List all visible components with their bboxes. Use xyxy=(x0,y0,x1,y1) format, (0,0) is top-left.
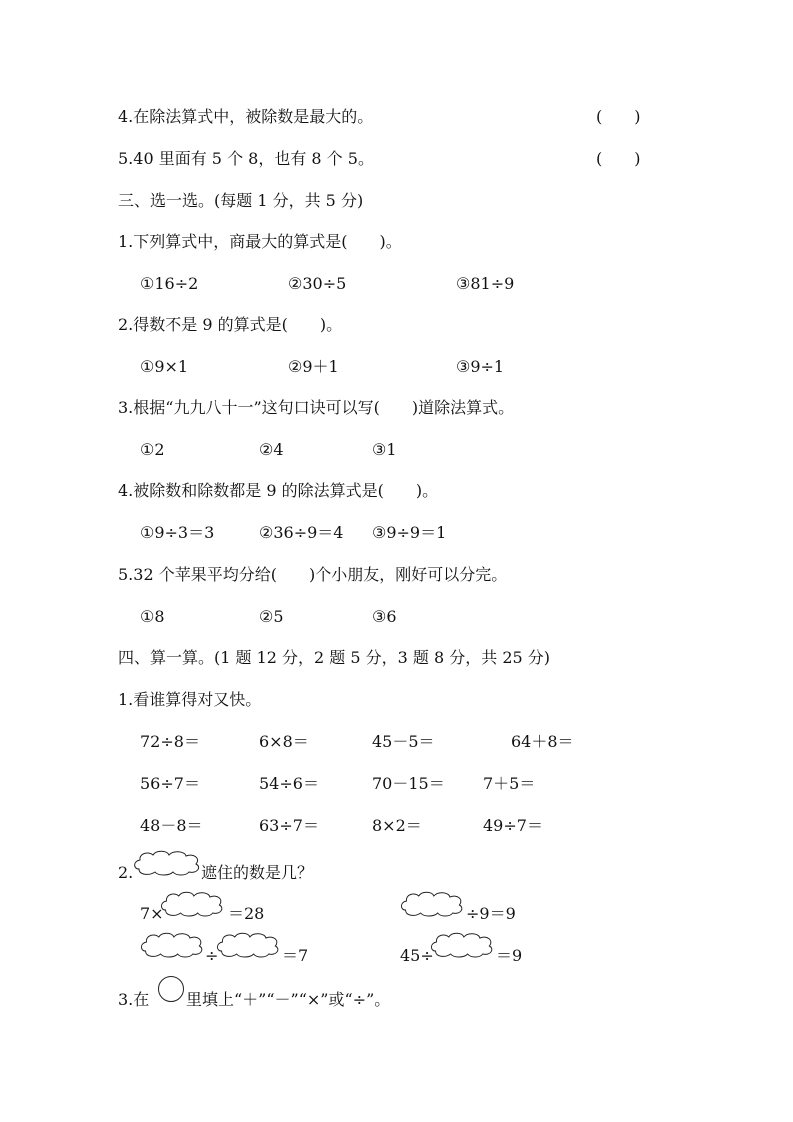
choice-question-4: 4.被除数和除数都是 9 的除法算式是( )。 xyxy=(118,481,439,500)
calc-question-3-prefix: 3.在 xyxy=(118,990,150,1009)
eq3-mid: ÷ xyxy=(205,946,219,965)
cloud-icon[interactable] xyxy=(138,931,206,959)
cloud-icon[interactable] xyxy=(158,890,226,918)
calc-item[interactable]: 48－8＝ xyxy=(140,816,203,835)
choice-option[interactable]: ②30÷5 xyxy=(288,274,347,293)
calc-item[interactable]: 64＋8＝ xyxy=(511,732,574,751)
judge-item-4: 4.在除法算式中，被除数是最大的。 xyxy=(118,107,374,126)
eq1-right: ＝28 xyxy=(228,904,265,923)
circle-icon xyxy=(158,976,184,1002)
calc-question-1: 1.看谁算得对又快。 xyxy=(118,690,262,709)
judge-paren-5[interactable]: ( ) xyxy=(596,149,641,168)
choice-option[interactable]: ②5 xyxy=(259,607,284,626)
choice-option[interactable]: ③9÷9＝1 xyxy=(372,523,447,542)
choice-option[interactable]: ②9＋1 xyxy=(288,357,339,376)
calc-item[interactable]: 70－15＝ xyxy=(372,774,445,793)
eq1-left: 7× xyxy=(140,904,164,923)
choice-option[interactable]: ②4 xyxy=(259,440,284,459)
calc-item[interactable]: 49÷7＝ xyxy=(483,816,543,835)
eq3-right: ＝7 xyxy=(282,946,309,965)
eq2-right: ÷9＝9 xyxy=(466,904,516,923)
judge-item-5: 5.40 里面有 5 个 8，也有 8 个 5。 xyxy=(118,149,374,168)
cloud-icon[interactable] xyxy=(428,931,496,959)
calc-question-3-suffix: 里填上“＋”“－”“×”或“÷”。 xyxy=(186,990,391,1009)
choice-question-3: 3.根据“九九八十一”这句口诀可以写( )道除法算式。 xyxy=(118,398,515,417)
choice-option[interactable]: ①16÷2 xyxy=(140,274,199,293)
calc-question-2-suffix: 遮住的数是几？ xyxy=(201,863,314,882)
calc-item[interactable]: 6×8＝ xyxy=(259,732,309,751)
choice-option[interactable]: ③81÷9 xyxy=(456,274,515,293)
cloud-icon xyxy=(131,849,203,877)
choice-option[interactable]: ①9÷3＝3 xyxy=(140,523,215,542)
calc-item[interactable]: 54÷6＝ xyxy=(259,774,319,793)
choice-option[interactable]: ③9÷1 xyxy=(456,357,505,376)
calc-question-2-prefix: 2. xyxy=(118,863,134,882)
cloud-icon[interactable] xyxy=(214,931,282,959)
calc-item[interactable]: 63÷7＝ xyxy=(259,816,319,835)
calc-item[interactable]: 72÷8＝ xyxy=(140,732,200,751)
choice-question-2: 2.得数不是 9 的算式是( )。 xyxy=(118,315,343,334)
judge-paren-4[interactable]: ( ) xyxy=(596,107,641,126)
section3-heading: 三、选一选。(每题 1 分，共 5 分) xyxy=(118,191,364,210)
choice-option[interactable]: ①8 xyxy=(140,607,165,626)
choice-option[interactable]: ①9×1 xyxy=(140,357,189,376)
eq4-right: ＝9 xyxy=(496,946,523,965)
section4-heading: 四、算一算。(1 题 12 分，2 题 5 分，3 题 8 分，共 25 分) xyxy=(118,648,551,667)
choice-option[interactable]: ①2 xyxy=(140,440,165,459)
choice-option[interactable]: ③1 xyxy=(372,440,397,459)
calc-item[interactable]: 8×2＝ xyxy=(372,816,422,835)
choice-option[interactable]: ③6 xyxy=(372,607,397,626)
calc-item[interactable]: 45－5＝ xyxy=(372,732,435,751)
calc-item[interactable]: 7＋5＝ xyxy=(483,774,536,793)
eq4-left: 45÷ xyxy=(400,946,434,965)
cloud-icon[interactable] xyxy=(398,890,466,918)
calc-item[interactable]: 56÷7＝ xyxy=(140,774,200,793)
choice-question-1: 1.下列算式中，商最大的算式是( )。 xyxy=(118,232,402,251)
choice-option[interactable]: ②36÷9＝4 xyxy=(259,523,344,542)
choice-question-5: 5.32 个苹果平均分给( )个小朋友，刚好可以分完。 xyxy=(118,565,508,584)
